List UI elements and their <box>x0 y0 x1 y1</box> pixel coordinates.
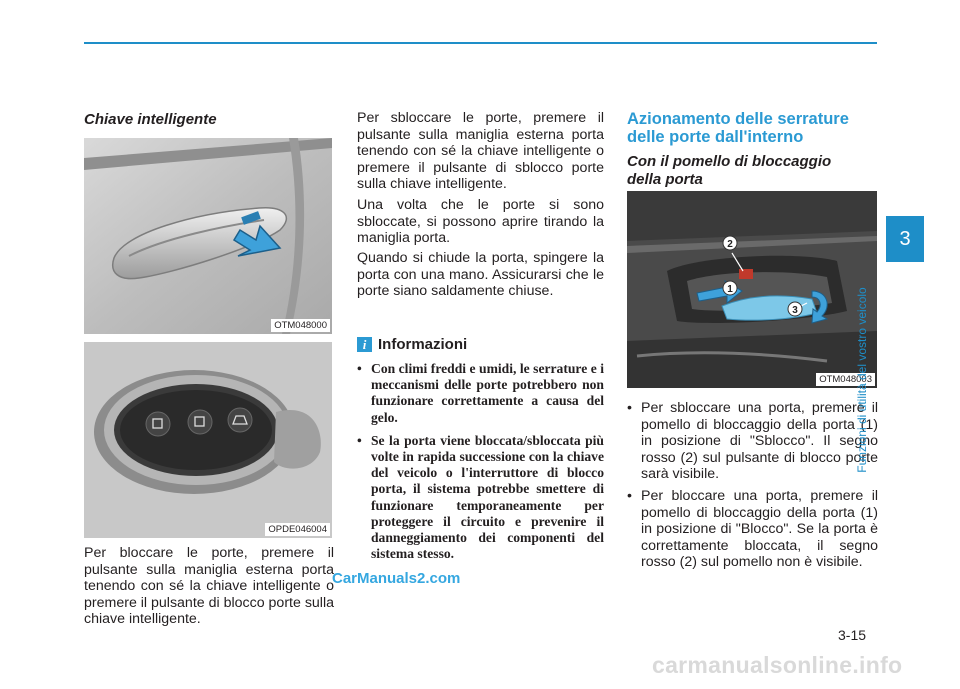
figure-door-lock-knob <box>627 191 877 388</box>
chapter-title: Funzioni di utilità del vostro veicolo <box>855 287 869 473</box>
info-title: Informazioni <box>378 336 468 353</box>
page-number: 3-15 <box>838 627 867 643</box>
info-header <box>357 336 467 353</box>
bullet-item: • Per sbloccare una porta, premere il pomello di bloccaggio della porta (1) in posizione di "Sblocco". Il segno rosso (2) sul pulsante di blocco porte sarà visibile. <box>627 400 878 483</box>
bullet-item: • Per bloccare una porta, premere il pomello di bloccaggio della porta (1) in posizione di "Blocco". Se la porta è correttamente bloccata, il segno rosso (2) sul pomello non è visibile. <box>627 488 878 571</box>
chapter-tab: 3 <box>886 216 924 262</box>
callout-1: 1 <box>727 284 733 295</box>
figure-code: OTM048000 <box>271 319 330 332</box>
figure-door-handle <box>84 138 332 334</box>
figure-smart-key <box>84 342 332 538</box>
callout-3: 3 <box>792 305 798 316</box>
callout-2: 2 <box>727 239 733 250</box>
heading-smart-key: Chiave intelligente <box>84 111 217 128</box>
info-icon: i <box>357 337 372 352</box>
open-paragraph: Una volta che le porte si sono sbloccate, si possono aprire tirando la maniglia porta. <box>357 197 604 247</box>
figure-code: OTM048003 <box>816 373 875 386</box>
watermark-carmanualsonline: carmanualsonline.info <box>652 652 903 678</box>
lock-knob-bullets <box>627 400 878 576</box>
sub-heading: Con il pomello di bloccaggio della porta <box>627 153 832 188</box>
figure-code: OPDE046004 <box>265 523 330 536</box>
top-rule <box>84 42 877 44</box>
info-item: • Con climi freddi e umidi, le serrature e i meccanismi delle porte potrebbero non funzionare correttamente a causa del gelo. <box>357 361 604 426</box>
info-list <box>357 361 604 569</box>
lock-paragraph: Per bloccare le porte, premere il pulsante sulla maniglia esterna porta tenendo con sé la chiave intelligente o premere il pulsante di blocco porte sulla chiave intelligente. <box>84 545 334 628</box>
watermark-carmanuals: CarManuals2.com <box>332 570 461 587</box>
close-paragraph: Quando si chiude la porta, spingere la porta con una mano. Assicurarsi che le porte siano saldamente chiuse. <box>357 250 604 300</box>
unlock-paragraph: Per sbloccare le porte, premere il pulsante sulla maniglia esterna porta tenendo con sé la chiave intelligente o premere il pulsante di sblocco porte sulla chiave intelligente. <box>357 110 604 193</box>
section-title: Azionamento delle serrature delle porte dall'interno <box>627 110 849 146</box>
info-item: • Se la porta viene bloccata/sbloccata più volte in rapida successione con la chiave del veicolo o l'interruttore di blocco porta, il sistema potrebbe smettere di funzionare temporaneamente per proteggere il circuito e prevenire il danneggiamento dei componenti del sistema stesso. <box>357 433 604 563</box>
